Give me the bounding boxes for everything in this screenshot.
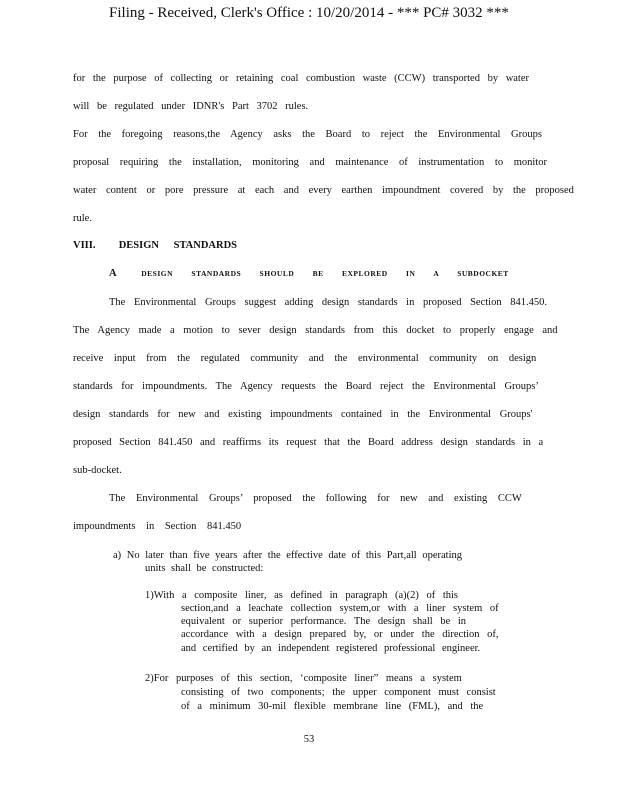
section-number: VIII. bbox=[73, 240, 96, 251]
quote-line: consisting of two components; the upper component must consist bbox=[181, 687, 496, 698]
paragraph-line: The Environmental Groups suggest adding design standards in proposed Section 841.450. bbox=[109, 297, 547, 308]
paragraph-line: impoundments in Section 841.450 bbox=[73, 521, 242, 532]
paragraph-line: for the purpose of collecting or retaining coal combustion waste (CCW) transported by water bbox=[73, 73, 530, 84]
quote-line: 2)For purposes of this section, ‘composite liner” means a system bbox=[145, 673, 462, 684]
paragraph-line: proposal requiring the installation, monitoring and maintenance of instrumentation to monitor bbox=[73, 157, 547, 168]
section-title: DESIGN STANDARDS bbox=[118, 240, 238, 251]
subsection-title: DESIGN STANDARDS SHOULD BE EXPLORED IN A SUBDOCKET bbox=[141, 269, 509, 278]
quote-line: 1)With a composite liner, as defined in paragraph (a)(2) of this bbox=[145, 590, 459, 601]
paragraph-line: standards for impoundments. The Agency requests the Board reject the Environmental Groups’ bbox=[73, 381, 539, 392]
quote-line: section,and a leachate collection system,or with a liner system of bbox=[181, 603, 499, 614]
quote-line: equivalent or superior performance. The design shall be in bbox=[181, 616, 467, 627]
paragraph-line: will be regulated under IDNR's Part 3702 rules. bbox=[73, 101, 309, 112]
paragraph-line: The Environmental Groups’ proposed the following for new and existing CCW bbox=[109, 493, 522, 504]
quote-line: and certified by an independent registered professional engineer. bbox=[181, 643, 481, 654]
paragraph-line: design standards for new and existing impoundments contained in the Environmental Groups' bbox=[73, 409, 533, 420]
page-number: 53 bbox=[303, 734, 315, 745]
paragraph-line: For the foregoing reasons,the Agency asks the Board to reject the Environmental Groups bbox=[73, 129, 542, 140]
paragraph-line: water content or pore pressure at each and every earthen impoundment covered by the proposed bbox=[73, 185, 574, 196]
paragraph-line: receive input from the regulated community and the environmental community on design bbox=[73, 353, 537, 364]
subsection-heading bbox=[109, 268, 509, 279]
filing-header: Filing - Received, Clerk's Office : 10/20/2014 - *** PC# 3032 *** bbox=[109, 5, 509, 21]
quote-line: units shall be constructed: bbox=[145, 563, 264, 574]
section-heading bbox=[73, 240, 237, 251]
quote-line: of a minimum 30-mil flexible membrane line (FML), and the bbox=[181, 701, 484, 712]
paragraph-line: sub-docket. bbox=[73, 465, 122, 476]
quote-line: accordance with a design prepared by, or under the direction of, bbox=[181, 629, 499, 640]
quote-line: a) No later than five years after the effective date of this Part,all operating bbox=[113, 550, 463, 561]
paragraph-line: The Agency made a motion to sever design standards from this docket to properly engage and bbox=[73, 325, 558, 336]
subsection-letter: A bbox=[109, 268, 117, 279]
paragraph-line: proposed Section 841.450 and reaffirms its request that the Board address design standards in a bbox=[73, 437, 544, 448]
paragraph-line: rule. bbox=[73, 213, 92, 224]
